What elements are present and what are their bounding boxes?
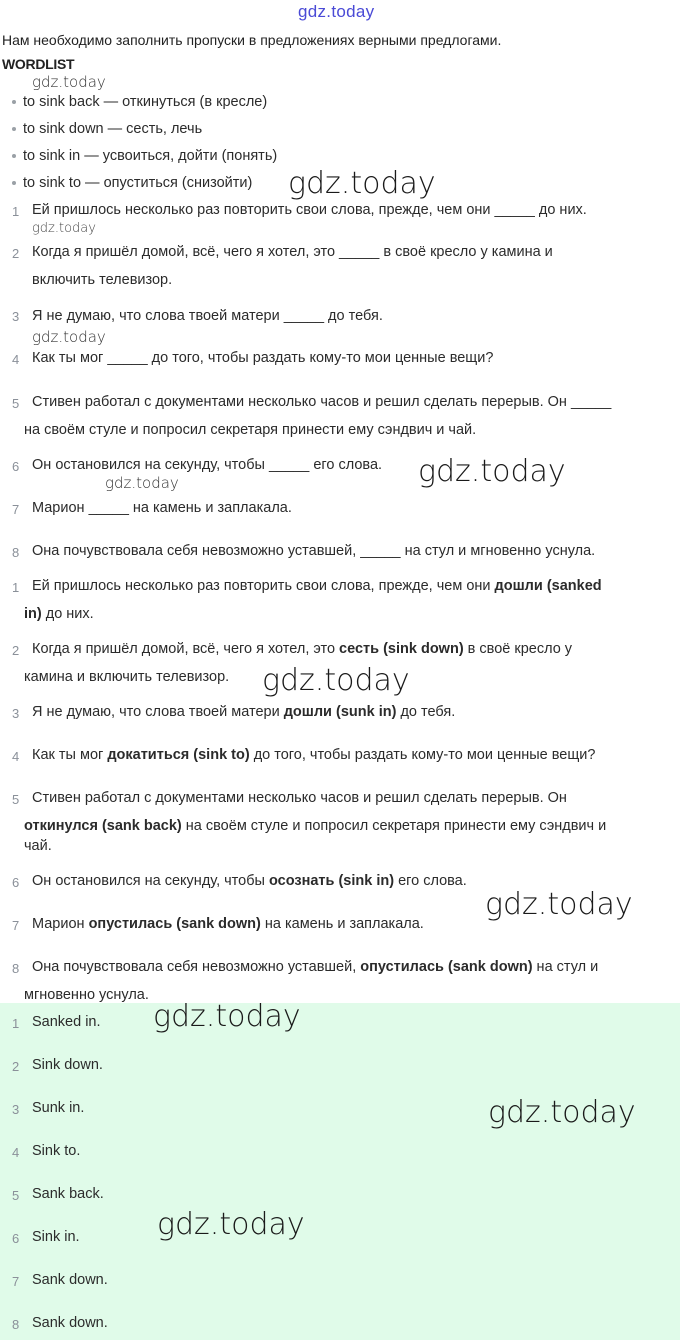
item-number: 3 bbox=[12, 1102, 20, 1117]
item-number: 8 bbox=[12, 1317, 20, 1332]
item-number: 5 bbox=[12, 396, 20, 411]
item-number: 7 bbox=[12, 1274, 20, 1289]
answer-highlight: дошли (sanked bbox=[494, 578, 602, 594]
item-number: 3 bbox=[12, 309, 20, 324]
english-answer: Sank down. bbox=[32, 1315, 108, 1331]
exercise-sentence-cont: на своём стуле и попросил секретаря принести ему сэндвич и чай. bbox=[24, 422, 477, 438]
english-answer: Sink down. bbox=[32, 1057, 103, 1073]
watermark: gdz.today bbox=[418, 454, 566, 489]
bullet-icon bbox=[12, 127, 16, 131]
item-number: 6 bbox=[12, 459, 20, 474]
answer-highlight: in) bbox=[24, 606, 42, 622]
answer-highlight: дошли (sunk in) bbox=[283, 704, 397, 720]
item-number: 2 bbox=[12, 1059, 20, 1074]
watermark: gdz.today bbox=[105, 474, 179, 492]
watermark: gdz.today bbox=[32, 221, 96, 236]
answer-sentence: Ей пришлось несколько раз повторить свои слова, прежде, чем они дошли (sanked bbox=[32, 578, 602, 594]
wordlist-title: WORDLIST bbox=[2, 56, 75, 72]
english-answer: Sunk in. bbox=[32, 1100, 85, 1116]
answer-sentence-cont: камина и включить телевизор. bbox=[24, 669, 230, 685]
answer-sentence: Он остановился на секунду, чтобы осознать (sink in) его слова. bbox=[32, 873, 467, 889]
watermark: gdz.today bbox=[32, 328, 106, 346]
answer-sentence: Когда я пришёл домой, всё, чего я хотел, это сесть (sink down) в своё кресло у bbox=[32, 641, 573, 657]
watermark: gdz.today bbox=[488, 1095, 636, 1130]
item-number: 6 bbox=[12, 875, 20, 890]
answer-sentence: Марион опустилась (sank down) на камень и заплакала. bbox=[32, 916, 424, 932]
site-logo: gdz.today bbox=[298, 2, 375, 21]
answer-highlight: откинулся (sank back) bbox=[24, 818, 182, 834]
watermark: gdz.today bbox=[288, 166, 436, 201]
watermark: gdz.today bbox=[153, 999, 301, 1034]
english-answer: Sank back. bbox=[32, 1186, 104, 1202]
watermark: gdz.today bbox=[157, 1207, 305, 1242]
answer-highlight: докатиться (sink to) bbox=[107, 747, 250, 763]
item-number: 8 bbox=[12, 961, 20, 976]
answer-highlight: осознать (sink in) bbox=[268, 873, 395, 889]
exercise-sentence: Марион _____ на камень и заплакала. bbox=[32, 500, 292, 516]
wordlist-text: to sink back — откинуться (в кресле) bbox=[23, 94, 268, 110]
exercise-sentence-cont: включить телевизор. bbox=[32, 272, 173, 288]
watermark: gdz.today bbox=[485, 887, 633, 922]
answer-sentence-cont: мгновенно уснула. bbox=[24, 987, 149, 1003]
answer-sentence: Как ты мог докатиться (sink to) до того, чтобы раздать кому-то мои ценные вещи? bbox=[32, 747, 596, 763]
answer-sentence-cont: чай. bbox=[24, 838, 52, 854]
answer-highlight: опустилась (sank down) bbox=[88, 916, 261, 932]
exercise-sentence: Она почувствовала себя невозможно уставшей, _____ на стул и мгновенно уснула. bbox=[32, 543, 596, 559]
item-number: 3 bbox=[12, 706, 20, 721]
item-number: 5 bbox=[12, 792, 20, 807]
item-number: 1 bbox=[12, 1016, 20, 1031]
bullet-icon bbox=[12, 154, 16, 158]
bullet-icon bbox=[12, 181, 16, 185]
wordlist-item bbox=[12, 121, 202, 137]
item-number: 1 bbox=[12, 204, 20, 219]
exercise-sentence: Я не думаю, что слова твоей матери _____ до тебя. bbox=[32, 308, 383, 324]
exercise-sentence: Ей пришлось несколько раз повторить свои слова, прежде, чем они _____ до них. bbox=[32, 202, 587, 218]
item-number: 2 bbox=[12, 643, 20, 658]
bullet-icon bbox=[12, 100, 16, 104]
wordlist-item bbox=[12, 175, 252, 191]
item-number: 4 bbox=[12, 749, 20, 764]
answer-sentence-cont: откинулся (sank back) на своём стуле и попросил секретаря принести ему сэндвич и bbox=[24, 818, 607, 834]
english-answer: Sink in. bbox=[32, 1229, 80, 1245]
exercise-sentence: Он остановился на секунду, чтобы _____ его слова. bbox=[32, 457, 383, 473]
item-number: 4 bbox=[12, 1145, 20, 1160]
item-number: 6 bbox=[12, 1231, 20, 1246]
answer-highlight: опустилась (sank down) bbox=[360, 959, 533, 975]
answer-highlight: сесть (sink down) bbox=[339, 641, 464, 657]
answer-sentence: Она почувствовала себя невозможно уставшей, опустилась (sank down) на стул и bbox=[32, 959, 599, 975]
wordlist-text: to sink down — сесть, лечь bbox=[23, 121, 203, 137]
wordlist-text: to sink in — усвоиться, дойти (понять) bbox=[23, 148, 278, 164]
item-number: 7 bbox=[12, 502, 20, 517]
wordlist-item bbox=[12, 148, 277, 164]
english-answer: Sanked in. bbox=[32, 1014, 101, 1030]
item-number: 4 bbox=[12, 352, 20, 367]
answer-sentence: Я не думаю, что слова твоей матери дошли (sunk in) до тебя. bbox=[32, 704, 456, 720]
exercise-sentence: Стивен работал с документами несколько часов и решил сделать перерыв. Он _____ bbox=[32, 394, 612, 410]
answer-sentence: Стивен работал с документами несколько часов и решил сделать перерыв. Он bbox=[32, 790, 567, 806]
item-number: 7 bbox=[12, 918, 20, 933]
exercise-sentence: Когда я пришёл домой, всё, чего я хотел, это _____ в своё кресло у камина и bbox=[32, 244, 553, 260]
item-number: 1 bbox=[12, 580, 20, 595]
watermark: gdz.today bbox=[262, 663, 410, 698]
item-number: 5 bbox=[12, 1188, 20, 1203]
english-answers-panel bbox=[0, 1003, 680, 1340]
exercise-sentence: Как ты мог _____ до того, чтобы раздать кому-то мои ценные вещи? bbox=[32, 350, 494, 366]
wordlist-item bbox=[12, 94, 267, 110]
english-answer: Sank down. bbox=[32, 1272, 108, 1288]
item-number: 8 bbox=[12, 545, 20, 560]
answer-sentence-cont: in) до них. bbox=[24, 606, 94, 622]
item-number: 2 bbox=[12, 246, 20, 261]
task-intro: Нам необходимо заполнить пропуски в предложениях верными предлогами. bbox=[2, 32, 502, 48]
wordlist-text: to sink to — опуститься (снизойти) bbox=[23, 175, 253, 191]
english-answer: Sink to. bbox=[32, 1143, 81, 1159]
watermark: gdz.today bbox=[32, 73, 106, 91]
